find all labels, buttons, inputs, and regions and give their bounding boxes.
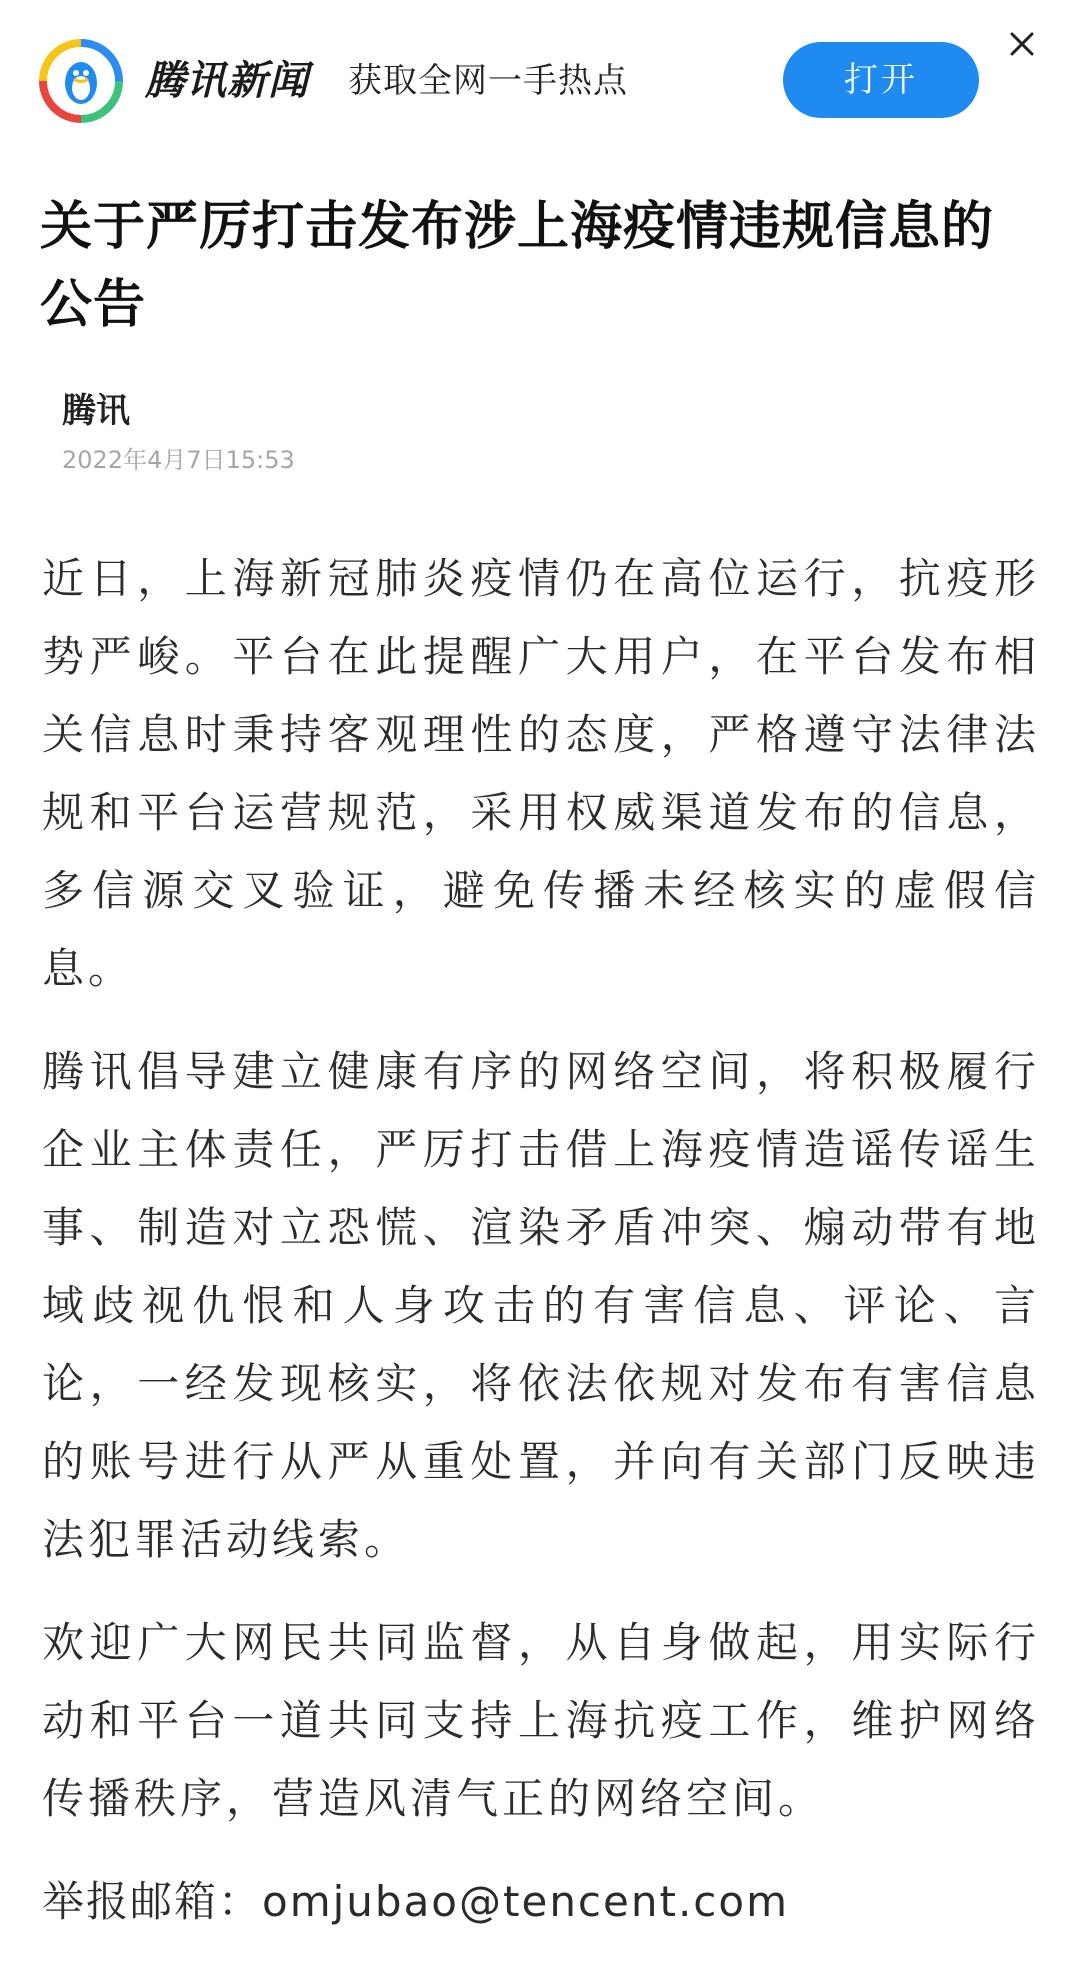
banner-slogan: 获取全网一手热点: [348, 61, 628, 101]
app-name: 腾讯新闻: [145, 58, 309, 104]
open-app-button[interactable]: 打开: [783, 42, 979, 118]
author-name[interactable]: 腾讯: [62, 391, 130, 431]
report-email[interactable]: omjubao@tencent.com: [262, 1877, 790, 1926]
article-body: [42, 540, 1040, 1941]
app-download-banner: [0, 0, 1080, 160]
article-paragraph: 近日，上海新冠肺炎疫情仍在高位运行，抗疫形势严峻。平台在此提醒广大用户，在平台发布相关信息时秉持客观理性的态度，严格遵守法律法规和平台运营规范，采用权威渠道发布的信息，多信源交叉验证，避免传播未经核实的虚假信息。: [42, 554, 1040, 993]
close-icon[interactable]: [1002, 24, 1042, 64]
report-contact: [42, 1863, 1040, 1941]
publish-timestamp: 2022年4月7日15:53: [62, 446, 295, 474]
report-email-label: 举报邮箱：: [42, 1877, 263, 1926]
article-paragraph: 欢迎广大网民共同监督，从自身做起，用实际行动和平台一道共同支持上海抗疫工作，维护网络传播秩序，营造风清气正的网络空间。: [42, 1618, 1040, 1823]
article-paragraph: 腾讯倡导建立健康有序的网络空间，将积极履行企业主体责任，严厉打击借上海疫情造谣传谣生事、制造对立恐慌、渲染矛盾冲突、煽动带有地域歧视仇恨和人身攻击的有害信息、评论、言论，一经发现核实，将依法依规对发布有害信息的账号进行从严从重处置，并向有关部门反映违法犯罪活动线索。: [42, 1047, 1040, 1564]
article-title: 关于严厉打击发布涉上海疫情违规信息的公告: [40, 197, 995, 335]
tencent-news-logo-icon[interactable]: [38, 38, 124, 124]
